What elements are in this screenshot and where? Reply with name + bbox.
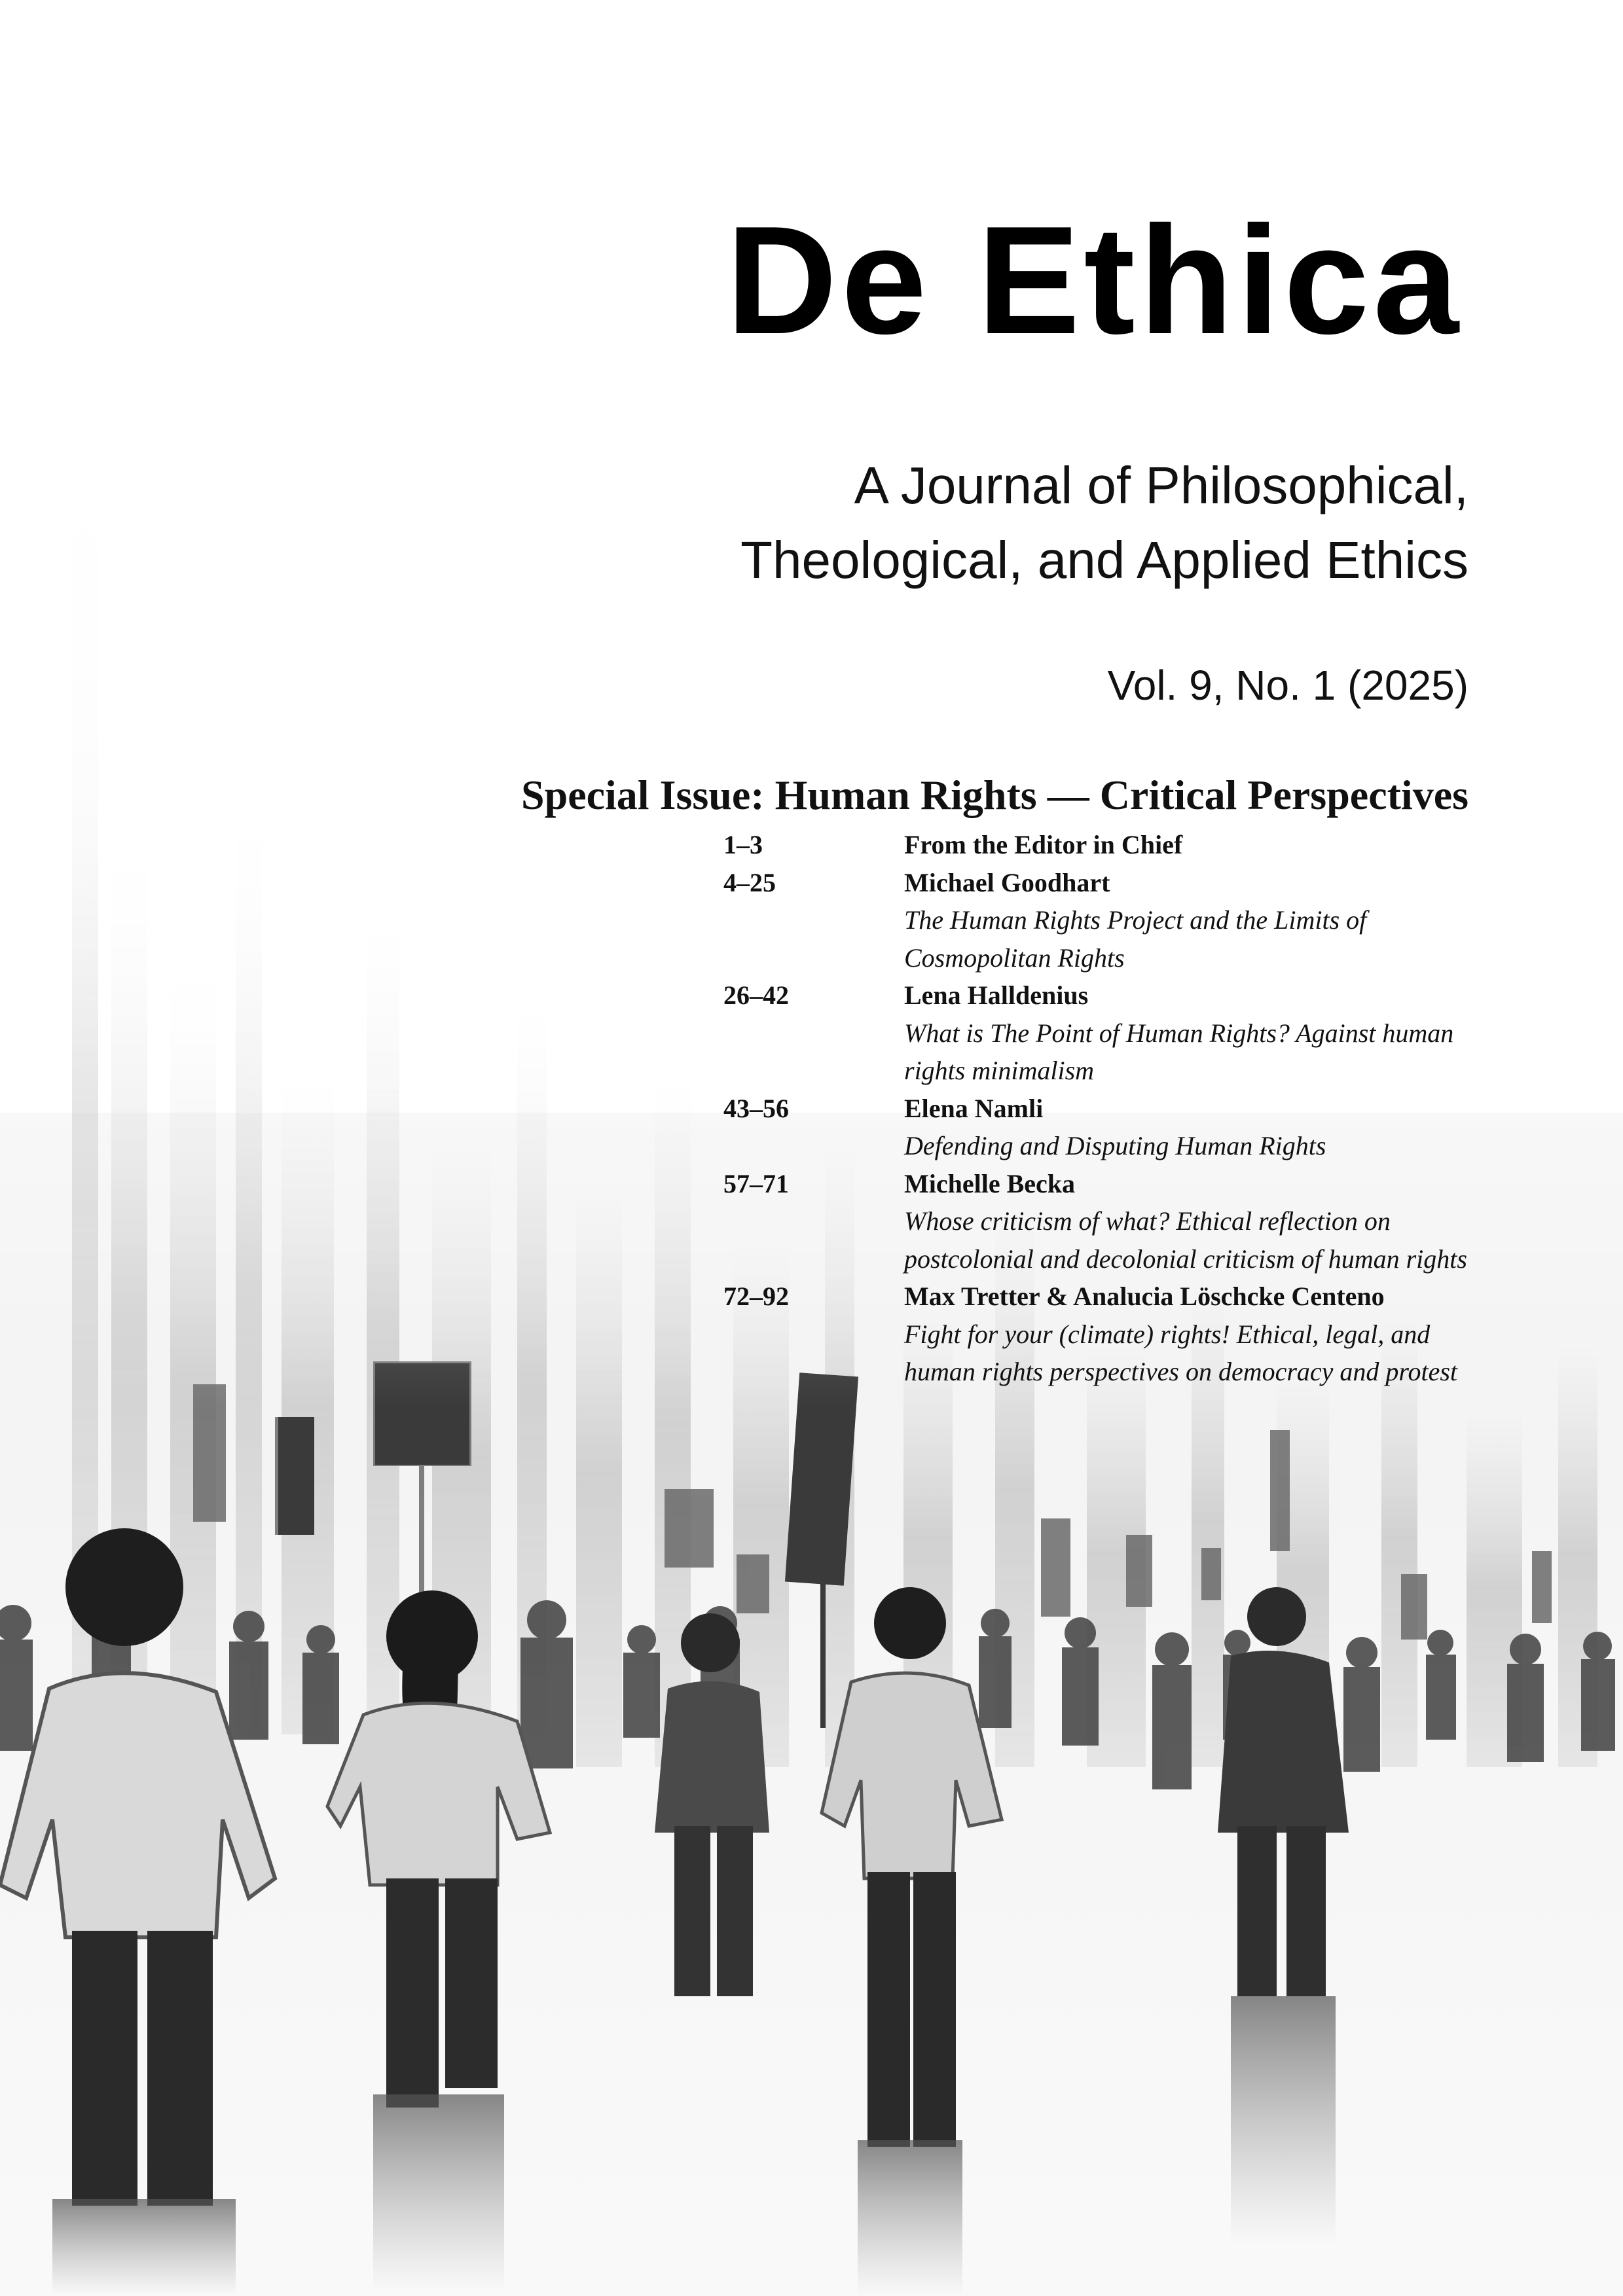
toc-pages: 57–71 — [723, 1168, 789, 1198]
toc-pages: 72–92 — [723, 1282, 789, 1311]
journal-subtitle — [740, 448, 1468, 598]
toc-article-title: Fight for your (climate) rights! Ethical, legal, and human rights perspectives on democracy and protest — [904, 1319, 1458, 1386]
volume-issue: Vol. 9, No. 1 (2025) — [1107, 662, 1468, 709]
toc-article-title: What is The Point of Human Rights? Against human rights minimalism — [904, 1018, 1454, 1085]
toc-pages: 43–56 — [723, 1093, 789, 1123]
toc-article-title: Defending and Disputing Human Rights — [904, 1131, 1326, 1160]
toc-entry[interactable] — [723, 1090, 1509, 1165]
toc-pages: 4–25 — [723, 867, 776, 897]
toc-pages: 1–3 — [723, 830, 763, 859]
toc-entry[interactable] — [723, 977, 1509, 1090]
toc-author: From the Editor in Chief — [904, 830, 1183, 859]
toc-entry[interactable] — [723, 1165, 1509, 1278]
toc-entry[interactable] — [723, 826, 1509, 864]
toc-pages: 26–42 — [723, 980, 789, 1010]
journal-title: De Ethica — [726, 194, 1463, 366]
toc-author: Michelle Becka — [904, 1168, 1076, 1198]
toc-author: Michael Goodhart — [904, 867, 1110, 897]
toc-entry[interactable] — [723, 864, 1509, 977]
table-of-contents — [723, 826, 1509, 1391]
toc-article-title: Whose criticism of what? Ethical reflection on postcolonial and decolonial criticism of human rights — [904, 1206, 1467, 1274]
toc-author: Max Tretter & Analucia Löschcke Centeno — [904, 1282, 1385, 1311]
subtitle-line: A Journal of Philosophical, — [854, 456, 1468, 514]
toc-entry[interactable] — [723, 1278, 1509, 1391]
special-issue-heading: Special Issue: Human Rights — Critical Perspectives — [521, 772, 1468, 818]
subtitle-line: Theological, and Applied Ethics — [740, 531, 1468, 589]
toc-author: Elena Namli — [904, 1093, 1044, 1123]
toc-author: Lena Halldenius — [904, 980, 1089, 1010]
toc-article-title: The Human Rights Project and the Limits of Cosmopolitan Rights — [904, 905, 1367, 973]
